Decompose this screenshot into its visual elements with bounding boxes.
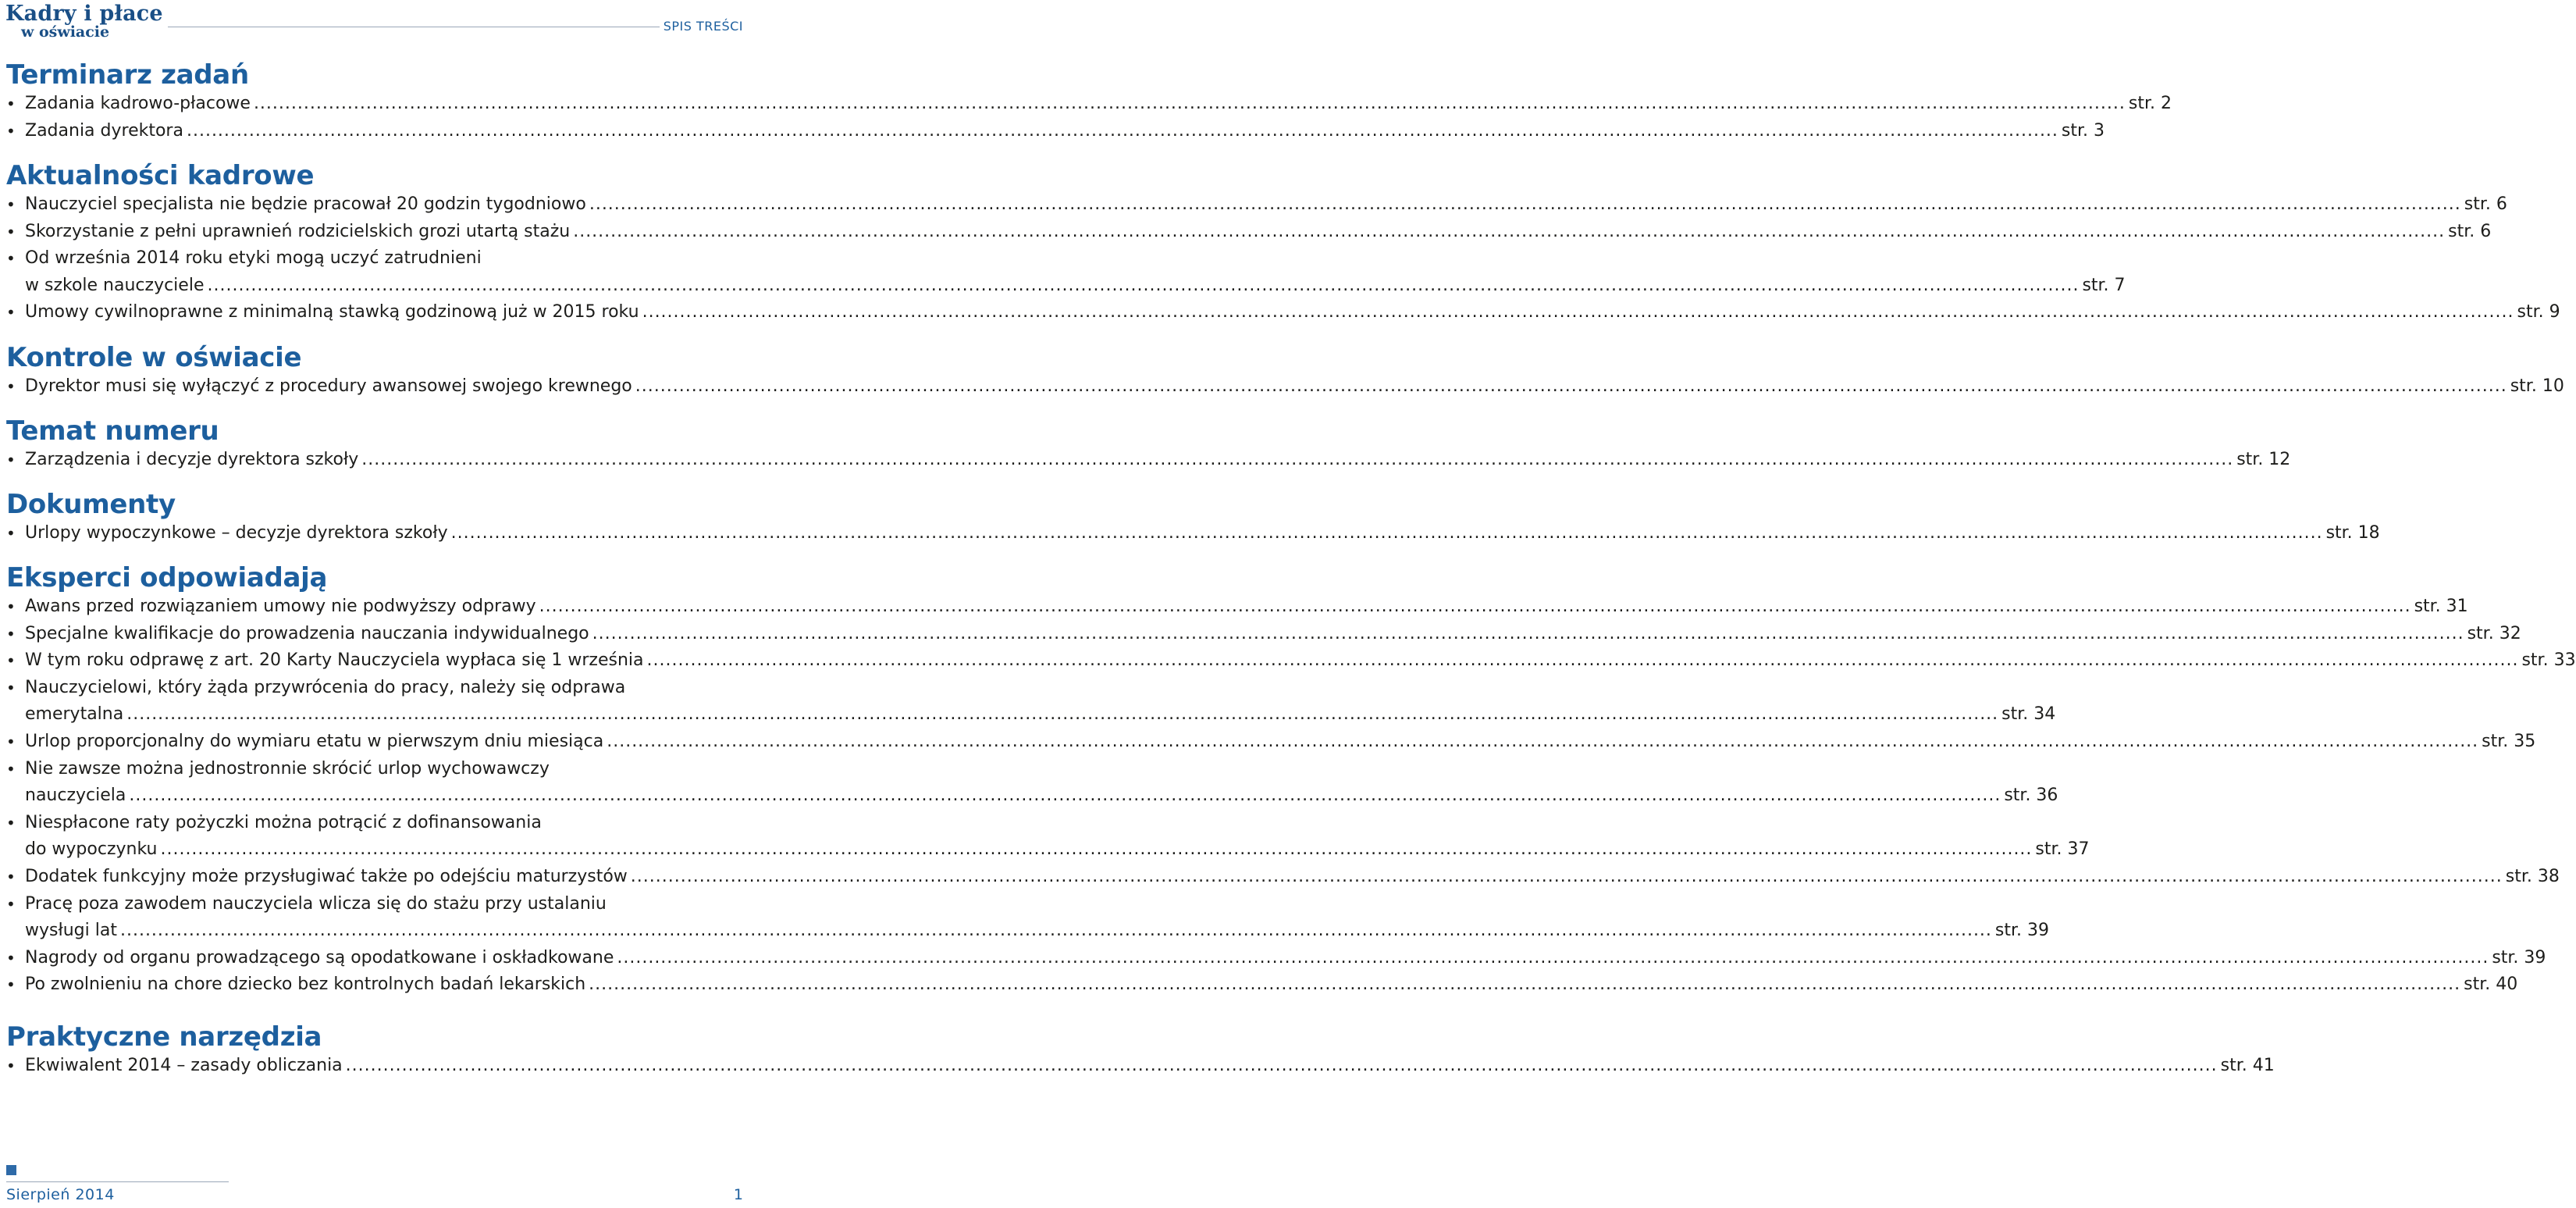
page-ref: str. 10 [2510, 376, 2564, 396]
leader-dots: ............................................................................................................................................................................................................................................................................................................ [119, 921, 1992, 941]
bullet-icon: • [6, 975, 16, 995]
bullet-icon: • [6, 624, 16, 643]
toc-entry[interactable] [6, 756, 2058, 810]
leader-dots: ............................................................................................................................................................................................................................................................................................................ [126, 704, 1999, 725]
page-ref: str. 31 [2414, 597, 2468, 616]
bullet-icon: • [6, 732, 16, 751]
bullet-icon: • [6, 678, 16, 697]
leader-dots: ............................................................................................................................................................................................................................................................................................................ [607, 731, 2479, 751]
toc-entry[interactable] [6, 118, 2105, 145]
leader-dots: ............................................................................................................................................................................................................................................................................................................ [617, 947, 2489, 967]
page-header [0, 0, 749, 50]
toc-entry[interactable] [6, 729, 2536, 756]
leader-dots: ............................................................................................................................................................................................................................................................................................................ [450, 523, 2323, 543]
leader-dots: ............................................................................................................................................................................................................................................................................................................ [642, 302, 2514, 322]
section-title: Dokumenty [6, 489, 176, 520]
bullet-icon: • [6, 867, 16, 886]
toc-entry[interactable] [6, 245, 2126, 299]
toc-entry[interactable] [6, 810, 2090, 864]
toc-entry[interactable] [6, 864, 2560, 891]
toc-section-aktualnosci [6, 160, 2560, 326]
bullet-icon: • [6, 948, 16, 967]
entry-title: emerytalna [25, 704, 124, 725]
leader-dots: ............................................................................................................................................................................................................................................................................................................ [253, 94, 2126, 113]
toc-entry[interactable] [6, 91, 2172, 118]
footer-divider [6, 1181, 229, 1182]
leader-dots: ............................................................................................................................................................................................................................................................................................................ [160, 839, 2033, 860]
entry-title-line1: Pracę poza zawodem nauczyciela wlicza się do stażu przy ustalaniu [25, 893, 607, 914]
toc-entry[interactable] [6, 971, 2518, 999]
toc-entry[interactable] [6, 675, 2056, 729]
entry-title: wysługi lat [25, 921, 117, 941]
toc-entry[interactable] [6, 945, 2546, 972]
page-ref: str. 2 [2128, 94, 2172, 113]
bullet-icon: • [6, 1057, 16, 1075]
entry-title: Awans przed rozwiązaniem umowy nie podwyższy odprawy [25, 597, 536, 616]
page-ref: str. 32 [2467, 623, 2521, 643]
entry-title: nauczyciela [25, 786, 126, 806]
toc-section-eksperci [6, 562, 2576, 999]
bullet-icon: • [6, 249, 16, 269]
leader-dots: ............................................................................................................................................................................................................................................................................................................ [646, 650, 2519, 671]
entry-title: Ekwiwalent 2014 – zasady obliczania [25, 1056, 343, 1075]
entry-title: Zarządzenia i decyzje dyrektora szkoły [25, 450, 359, 469]
leader-dots: ............................................................................................................................................................................................................................................................................................................ [573, 221, 2446, 241]
toc-entry[interactable] [6, 593, 2468, 621]
logo-title: Kadry i płace [5, 2, 163, 26]
leader-dots: ............................................................................................................................................................................................................................................................................................................ [592, 623, 2464, 643]
page-number: 1 [733, 1186, 743, 1203]
bullet-icon: • [6, 121, 16, 141]
page-ref: str. 6 [2464, 194, 2507, 214]
section-title: Temat numeru [6, 415, 219, 447]
entry-title: Skorzystanie z pełni uprawnień rodzicielskich grozi utartą stażu [25, 221, 571, 241]
toc-entry[interactable] [6, 373, 2564, 401]
leader-dots: ............................................................................................................................................................................................................................................................................................................ [589, 975, 2461, 995]
entry-title: do wypoczynku [25, 839, 158, 860]
entry-title: Zadania dyrektora [25, 120, 183, 141]
page-ref: str. 18 [2325, 523, 2380, 543]
toc-section-terminarz [6, 59, 2172, 144]
entry-title: Dyrektor musi się wyłączyć z procedury awansowej swojego krewnego [25, 376, 632, 396]
section-title: Praktyczne narzędzia [6, 1021, 322, 1053]
toc-entry[interactable] [6, 299, 2560, 326]
page-ref: str. 41 [2220, 1056, 2275, 1075]
toc-entry[interactable] [6, 647, 2576, 675]
leader-dots: ............................................................................................................................................................................................................................................................................................................ [589, 194, 2461, 214]
toc-section-kontrole [6, 342, 2564, 401]
entry-title: W tym roku odprawę z art. 20 Karty Nauczyciela wypłaca się 1 września [25, 650, 644, 671]
toc-section-dokumenty [6, 489, 2380, 547]
page-ref: str. 39 [1994, 921, 2050, 941]
page-ref: str. 7 [2082, 275, 2126, 295]
entry-title: Urlopy wypoczynkowe – decyzje dyrektora szkoły [25, 523, 448, 543]
page-ref: str. 35 [2482, 731, 2536, 751]
toc-entry[interactable] [6, 191, 2507, 219]
toc-entry[interactable] [6, 1053, 2275, 1080]
publication-logo [5, 3, 163, 40]
page-ref: str. 38 [2505, 866, 2560, 886]
section-label: SPIS TREŚCI [663, 19, 743, 34]
toc-section-narzedzia [6, 1021, 2275, 1080]
entry-title-line1: Od września 2014 roku etyki mogą uczyć zatrudnieni [25, 248, 482, 269]
toc-entry[interactable] [6, 621, 2521, 648]
page-ref: str. 37 [2035, 839, 2090, 860]
bullet-icon: • [6, 651, 16, 671]
page-ref: str. 34 [2001, 704, 2056, 725]
section-title: Terminarz zadań [6, 59, 249, 91]
toc-entry[interactable] [6, 891, 2050, 945]
toc-entry[interactable] [6, 219, 2492, 246]
bullet-icon: • [6, 195, 16, 214]
page-ref: str. 6 [2448, 221, 2492, 241]
leader-dots: ............................................................................................................................................................................................................................................................................................................ [186, 120, 2058, 141]
section-title: Kontrole w oświacie [6, 342, 302, 373]
entry-title: Zadania kadrowo-płacowe [25, 94, 251, 113]
leader-dots: ............................................................................................................................................................................................................................................................................................................ [129, 786, 2001, 806]
bullet-icon: • [6, 813, 16, 832]
page-ref: str. 39 [2492, 947, 2546, 967]
page-ref: str. 40 [2464, 975, 2518, 995]
toc-entry[interactable] [6, 447, 2291, 474]
bullet-icon: • [6, 377, 16, 396]
logo-subtitle: w oświacie [21, 23, 110, 41]
leader-dots: ............................................................................................................................................................................................................................................................................................................ [635, 376, 2507, 396]
bullet-icon: • [6, 759, 16, 779]
toc-section-temat [6, 415, 2291, 474]
leader-dots: ............................................................................................................................................................................................................................................................................................................ [539, 597, 2411, 616]
entry-title-line1: Niespłacone raty pożyczki można potrącić z dofinansowania [25, 812, 542, 832]
entry-title: Umowy cywilnoprawne z minimalną stawką godzinową już w 2015 roku [25, 302, 639, 322]
bullet-icon: • [6, 451, 16, 469]
bullet-icon: • [6, 94, 16, 113]
entry-title-line1: Nauczycielowi, który żąda przywrócenia do pracy, należy się odprawa [25, 677, 626, 697]
leader-dots: ............................................................................................................................................................................................................................................................................................................ [345, 1056, 2218, 1075]
section-title: Aktualności kadrowe [6, 160, 315, 191]
page-ref: str. 33 [2521, 650, 2576, 671]
page-ref: str. 36 [2004, 786, 2058, 806]
entry-title-line1: Nie zawsze można jednostronnie skrócić urlop wychowawczy [25, 758, 550, 779]
leader-dots: ............................................................................................................................................................................................................................................................................................................ [630, 866, 2503, 886]
page-ref: str. 12 [2236, 450, 2291, 469]
issue-date: Sierpień 2014 [6, 1186, 115, 1203]
entry-title: Po zwolnieniu na chore dziecko bez kontrolnych badań lekarskich [25, 975, 586, 995]
bullet-icon: • [6, 303, 16, 322]
section-title: Eksperci odpowiadają [6, 562, 328, 593]
entry-title: Nagrody od organu prowadzącego są opodatkowane i oskładkowane [25, 947, 614, 967]
toc-entry[interactable] [6, 520, 2380, 547]
entry-title: Dodatek funkcyjny może przysługiwać także po odejściu maturzystów [25, 866, 628, 886]
bullet-icon: • [6, 222, 16, 241]
entry-title: Specjalne kwalifikacje do prowadzenia nauczania indywidualnego [25, 623, 589, 643]
entry-title: Nauczyciel specjalista nie będzie pracował 20 godzin tygodniowo [25, 194, 586, 214]
bullet-icon: • [6, 524, 16, 543]
entry-title: w szkole nauczyciele [25, 275, 205, 295]
page-ref: str. 3 [2061, 120, 2105, 141]
footer-square-icon [6, 1165, 16, 1175]
page-ref: str. 9 [2517, 302, 2560, 322]
leader-dots: ............................................................................................................................................................................................................................................................................................................ [207, 275, 2080, 295]
entry-title: Urlop proporcjonalny do wymiaru etatu w pierwszym dniu miesiąca [25, 731, 604, 751]
bullet-icon: • [6, 894, 16, 914]
bullet-icon: • [6, 597, 16, 616]
leader-dots: ............................................................................................................................................................................................................................................................................................................ [361, 450, 2234, 469]
